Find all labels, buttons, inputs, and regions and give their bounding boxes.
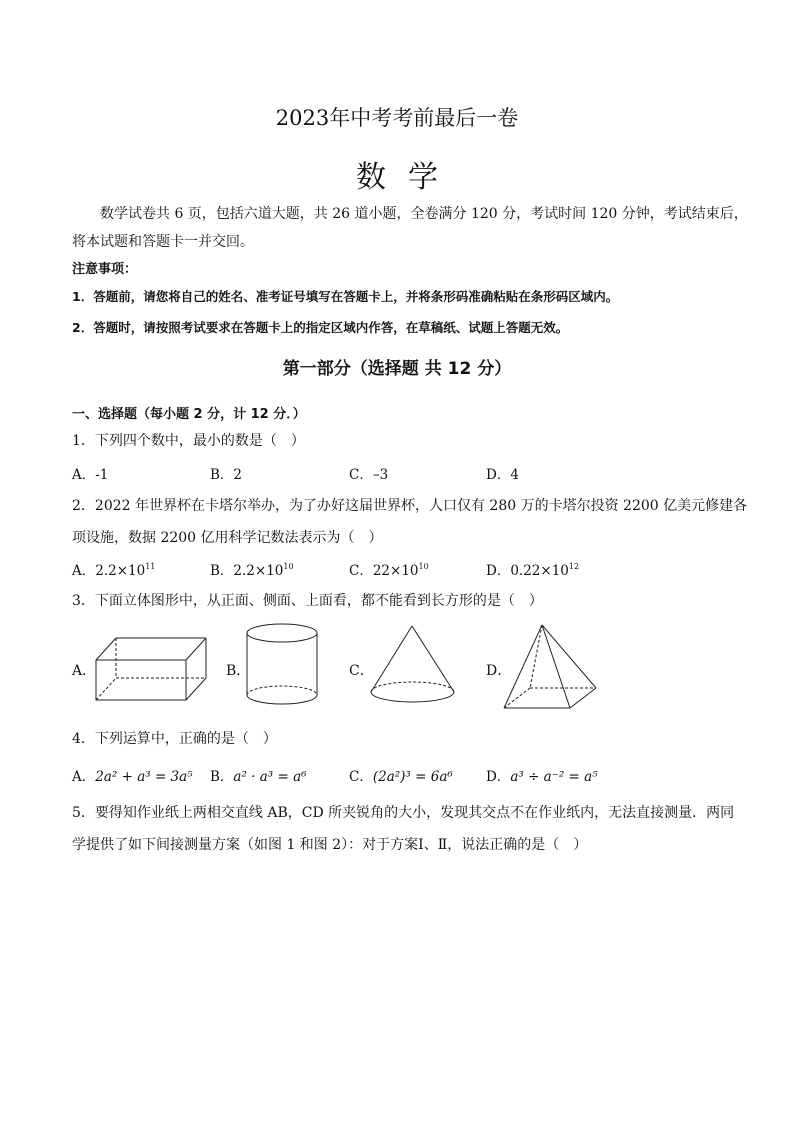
notice-item-2: 2．答题时，请按照考试要求在答题卡上的指定区域内作答，在草稿纸、试题上答题无效。 [72,320,569,335]
q4-option-a: A．2a² + a³ = 3a⁵ [72,769,193,785]
q1-stem: 1．下列四个数中，最小的数是（ ） [72,433,305,449]
q2-stem-line-2: 项设施，数据 2200 亿用科学记数法表示为（ ） [72,530,383,546]
q1-option-c: C．–3 [349,467,389,483]
q1-option-a: A．-1 [72,467,109,483]
q2-option-d: D．$0.22\times 10^{12}$ [486,562,580,579]
section-heading: 一、选择题（每小题 2 分，计 12 分．） [72,407,306,422]
q5-stem-line-2: 学提供了如下间接测量方案（如图 1 和图 2）：对于方案Ⅰ、Ⅱ，说法正确的是（ ） [72,837,588,853]
cuboid-figure [90,630,215,705]
q4-option-b: B．a² · a³ = a⁶ [210,769,307,785]
q2-option-c: C．$22\times 10^{10}$ [349,562,429,579]
pyramid-figure [502,622,602,714]
q4-option-c: C．(2a²)³ = 6a⁶ [349,769,453,785]
intro-line-1: 数学试卷共 6 页，包括六道大题，共 26 道小题，全卷满分 120 分，考试时间 120 分钟，考试结束后， [100,206,748,222]
q2-option-b: B．$2.2\times 10^{10}$ [210,562,294,579]
cone-figure [366,622,466,710]
exam-title: 2023年中考考前最后一卷 [275,106,519,130]
part1-heading: 第一部分（选择题 共 12 分） [282,359,512,379]
q3-option-a-label: A． [72,663,97,679]
q5-stem-line-1: 5．要得知作业纸上两相交直线 AB，CD 所夹锐角的大小，发现其交点不在作业纸内，无法直接测量．两同 [72,805,735,821]
q1-option-d: D．4 [486,467,519,483]
q2-stem-line-1: 2．2022 年世界杯在卡塔尔举办，为了办好这届世界杯，人口仅有 280 万的卡塔尔投资 2200 亿美元修建各 [72,498,748,514]
cylinder-figure [244,622,324,710]
subject-title: 数学 [356,160,460,195]
notice-item-1: 1．答题前，请您将自己的姓名、准考证号填写在答题卡上，并将条形码准确粘贴在条形码区域内。 [72,289,619,304]
q2-option-a: A．$2.2\times 10^{11}$ [72,562,156,579]
q4-option-d: D．a³ ÷ a⁻² = a⁵ [486,769,598,785]
notice-heading: 注意事项： [72,262,138,277]
q3-option-b-label: B． [226,663,251,679]
q3-option-d-label: D． [486,663,512,679]
q1-option-b: B．2 [210,467,243,483]
intro-line-2: 将本试题和答题卡一并交回。 [72,234,254,250]
q3-stem: 3．下面立体图形中，从正面、侧面、上面看，都不能看到长方形的是（ ） [72,593,543,609]
q3-option-c-label: C． [349,663,374,679]
q4-stem: 4．下列运算中，正确的是（ ） [72,731,277,747]
